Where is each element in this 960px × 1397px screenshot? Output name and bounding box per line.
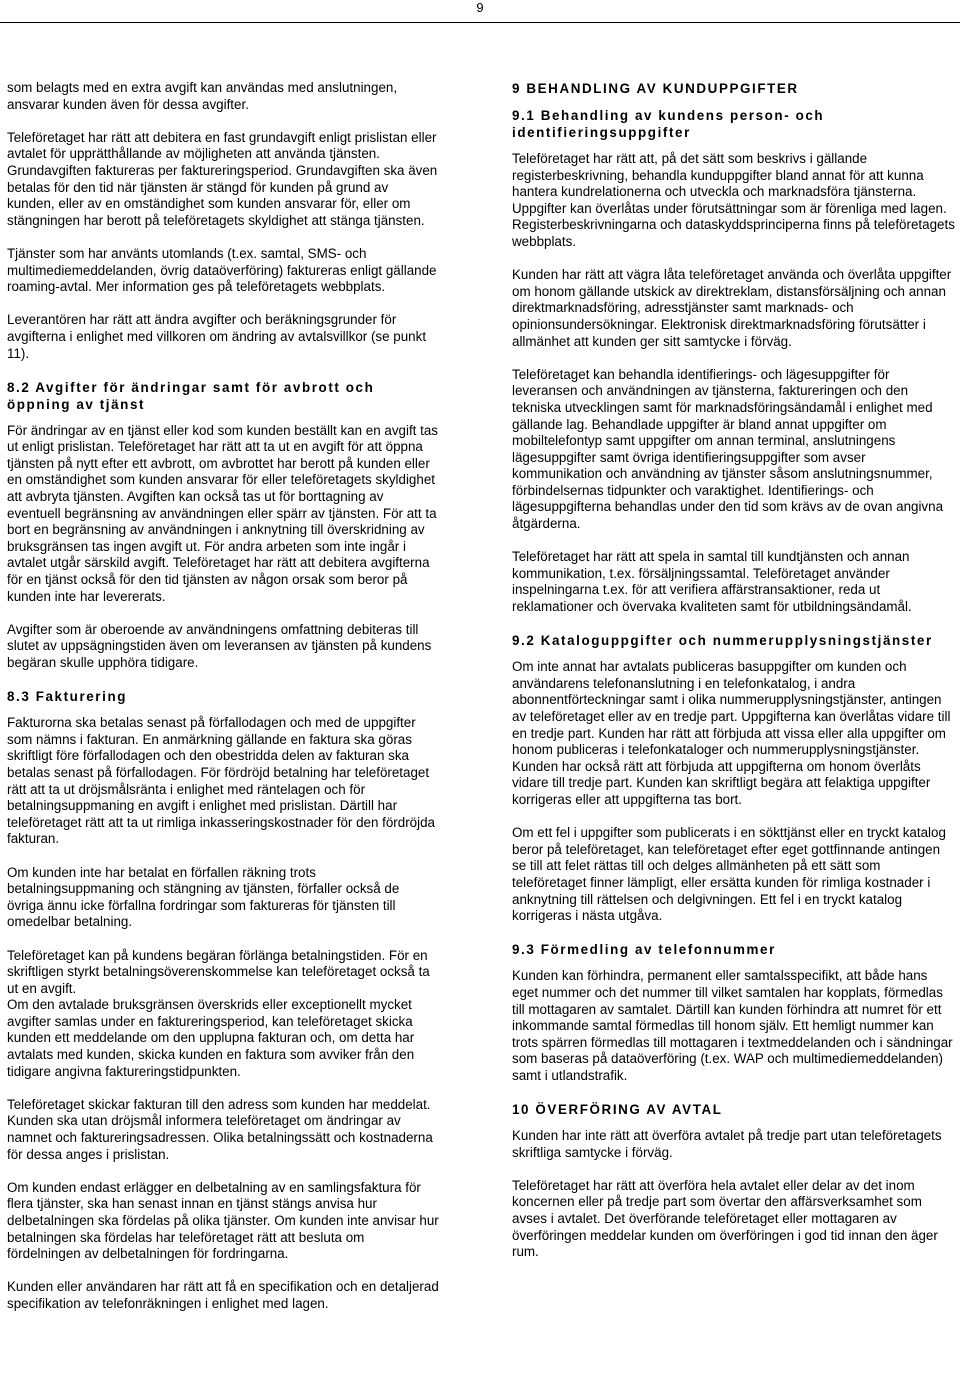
paragraph: Teleföretaget kan på kundens begäran förlänga betalningstiden. För en skriftligen styrkt betalningsöverenskommelse kan teleföretaget också ta ut en avgift. bbox=[7, 947, 430, 996]
paragraph: Kunden har rätt att vägra låta teleföretaget använda och överlåta uppgifter om honom gällande utskick av direktreklam, distansförsäljning och annan direktmarknadsföring, adresstjänster samt marknads- och opinionsundersökningar. Elektronisk direktmarknadsföring förutsätter i allmänhet att kunden ger sitt samtycke i förväg. bbox=[512, 267, 952, 349]
paragraph: Teleföretaget har rätt att, på det sätt som beskrivs i gällande registerbeskrivning, behandla kunduppgifter bland annat för att kunna hantera kundrelationerna och utveckla och marknadsföra tjänsterna. Uppgifter kan överlåtas under förutsättningar som är förenliga med lagen. Registerbeskrivningarna och dataskyddsprinciperna finns på teleföretagets webbplats. bbox=[512, 151, 955, 249]
paragraph: Leverantören har rätt att ändra avgifter och beräkningsgrunder för avgifterna i enlighet med villkoren om ändring av avtalsvillkor (se punkt 11). bbox=[7, 312, 427, 361]
paragraph: Teleföretaget har rätt att överföra hela avtalet eller delar av det inom koncernen eller på tredje part som övertar den affärsverksamhet som avses i avtalet. Det överförande teleföretaget eller mottagaren av överföringen meddelar kunden om överföringen i god tid innan den äger rum. bbox=[512, 1177, 938, 1260]
header-rule bbox=[0, 22, 960, 23]
section-heading-8-2: 8.2 Avgifter för ändringar samt för avbrott och öppning av tjänst bbox=[7, 379, 375, 412]
paragraph: Teleföretaget skickar fakturan till den adress som kunden har meddelat. Kunden ska utan dröjsmål informera teleföretaget om ändringar av namnet och faktureringsadressen. Olika betalningssätt och kostnaderna för dessa anges i prislistan. bbox=[7, 1096, 433, 1162]
section-heading-9: 9 BEHANDLING AV KUNDUPPGIFTER bbox=[512, 81, 799, 96]
paragraph: Kunden eller användaren har rätt att få en specifikation och en detaljerad specifikation av telefonräkningen i enlighet med lagen. bbox=[7, 1279, 439, 1311]
paragraph: Teleföretaget har rätt att debitera en fast grundavgift enligt prislistan eller avtalet för upprätthållande av möjligheten att använda tjänsten. Grundavgiften faktureras per faktureringsperiod. Grundavgiften ska även betalas för den tid när tjänsten är stängd för kunden på grund av kunden, eller av en omständighet som kunden ansvarar för, eller om stängningen har berott på teleföretagets skyldighet att stänga tjänsten. bbox=[7, 129, 438, 228]
left-column bbox=[7, 80, 439, 1313]
paragraph: Kunden kan förhindra, permanent eller samtalsspecifikt, att både hans eget nummer och det nummer till vilket samtalen har kopplats, förmedlas till mottagaren av samtalet. Därtill kan kunden förhindra att numret för ett inkommande samtal förmedlas till honom själv. Ett hemligt nummer kan trots spärren förmedlas till mottagaren i textmeddelanden och i sändningar som baseras på dataöverföring (t.ex. WAP och multimediemeddelanden) samt i utlandstrafik. bbox=[512, 968, 953, 1083]
paragraph: Avgifter som är oberoende av användningens omfattning debiteras till slutet av uppsägningstiden även om leveransen av tjänsten på kundens begäran skulle upphöra tidigare. bbox=[7, 621, 432, 670]
paragraph: Fakturorna ska betalas senast på förfallodagen och med de uppgifter som nämns i fakturan. En anmärkning gällande en faktura ska göras skriftligt före förfallodagen och den obestridda delen av fakturan ska betalas senast på förfallodagen. För fördröjd betalning har teleföretaget rätt att ta ut dröjsmålsränta i enlighet med räntelagen och för betalningsuppmaning en avgift i enlighet med prislistan. Därtill har teleföretaget rätt att ta ut rimliga inkasseringskostnader för den fördröjda fakturan. bbox=[7, 715, 435, 847]
section-heading-9-1: 9.1 Behandling av kundens person- och identifieringsuppgifter bbox=[512, 108, 825, 140]
paragraph: Kunden har inte rätt att överföra avtalet på tredje part utan teleföretagets skriftliga samtycke i förväg. bbox=[512, 1128, 942, 1160]
paragraph: Om den avtalade bruksgränsen överskrids eller exceptionellt mycket avgifter samlas under en faktureringsperiod, kan teleföretaget skicka kunden ett meddelande om den upplupna fakturan och, om detta har avtalats med kunden, skicka kunden en faktura som avviker från den tidigare angivna faktureringstidpunkten. bbox=[7, 997, 415, 1079]
paragraph: Om ett fel i uppgifter som publicerats i en sökttjänst eller en tryckt katalog beror på teleföretaget, kan teleföretaget efter eget gottfinnande antingen se till att felet rättas till och delges allmänheten på ett sätt som teleföretaget finner lämpligt, eller ersätta kunden för rimliga kostnader i anknytning till rättelsen och delgivningen. Ett fel i en tryckt katalog korrigeras i nästa utgåva. bbox=[512, 825, 946, 924]
paragraph: Om kunden inte har betalat en förfallen räkning trots betalningsuppmaning och stängning av tjänsten, förfaller också de övriga ännu icke förfallna fordringar som faktureras för tjänsten till omedelbar betalning. bbox=[7, 864, 400, 930]
page-number: 9 bbox=[476, 0, 484, 15]
section-heading-8-3: 8.3 Fakturering bbox=[7, 689, 127, 705]
paragraph: som belagts med en extra avgift kan användas med anslutningen, ansvarar kunden även för dessa avgifter. bbox=[7, 80, 398, 112]
paragraph: Om inte annat har avtalats publiceras basuppgifter om kunden och användarens telefonanslutning i en telefonkatalog, i andra abonnentförteckningar samt i olika nummerupplysningstjänster, antingen av teleföretaget eller av en tredje part. Uppgifterna kan överlåtas vidare till en tredje part. Kunden har rätt att förbjuda att vissa eller alla uppgifter om honom publiceras i telefonkataloger och nummerupplysningstjänster. Kunden har också rätt att förbjuda att uppgifterna om honom överlåts vidare till tredje part. Kunden kan skriftligt begära att felaktiga uppgifter korrigeras eller att uppgifterna tas bort. bbox=[512, 659, 951, 807]
section-heading-10: 10 ÖVERFÖRING AV AVTAL bbox=[512, 1102, 723, 1118]
paragraph: Teleföretaget kan behandla identifierings- och lägesuppgifter för leveransen och användningen av tjänsterna, faktureringen och den tekniska utvecklingen samt för marknadsföringsändamål i enlighet med gällande lag. Behandlade uppgifter är bland annat uppgifter om mobiltelefontyp samt uppgifter om annan terminal, anslutningens lägesuppgifter samt övriga identifieringsuppgifter som avser kommunikation och användning av tjänster såsom anslutningsnummer, förbindelsernas tidpunkter och varaktighet. Identifierings- och lägesuppgifterna behandlas under den tid som krävs av de ovan angivna åtgärderna. bbox=[512, 366, 944, 532]
paragraph: För ändringar av en tjänst eller kod som kunden beställt kan en avgift tas ut enligt prislistan. Teleföretaget har rätt att ta ut en avgift för att öppna tjänsten på nytt efter ett avbrott, om avbrottet har berott på kunden eller en omständighet som kunden ansvarar för eller teleföretagets skyldighet att avbryta tjänsten. Avgiften kan också tas ut för borttagning av eventuell begränsning av användningen eller spärr av tjänsten. För att ta bort en begränsning av användningen i anknytning till överskridning av bruksgränsen tas ingen avgift ut. För andra arbeten som inte ingår i avtalet utgår särskild avgift. Teleföretaget har rätt att debitera avgifterna för en tjänst också för den tid tjänsten av någon orsak som beror på kunden inte har levererats. bbox=[7, 422, 438, 604]
paragraph: Tjänster som har använts utomlands (t.ex. samtal, SMS- och multimediemeddelanden, övrig dataöverföring) faktureras enligt gällande roaming-avtal. Mer information ges på teleföretagets webbplats. bbox=[7, 245, 437, 295]
paragraph: Om kunden endast erlägger en delbetalning av en samlingsfaktura för flera tjänster, ska han senast innan en tjänst stängs anvisa hur delbetalningen ska fördelas på olika tjänster. Om kunden inte anvisar hur betalningen ska fördelas har teleföretaget rätt att besluta om fördelningen av delbetalningen för fordringarna. bbox=[7, 1179, 439, 1262]
right-column bbox=[512, 80, 956, 1261]
section-heading-9-2: 9.2 Kataloguppgifter och nummerupplysningstjänster bbox=[512, 633, 933, 649]
paragraph: Teleföretaget har rätt att spela in samtal till kundtjänsten och annan kommunikation, t.ex. försäljningssamtal. Teleföretaget använder inspelningarna t.ex. för att verifiera affärstransaktioner, reda ut reklamationer och övervaka kvaliteten samt för utbildningsändamål. bbox=[512, 549, 912, 615]
section-heading-9-3: 9.3 Förmedling av telefonnummer bbox=[512, 942, 776, 958]
